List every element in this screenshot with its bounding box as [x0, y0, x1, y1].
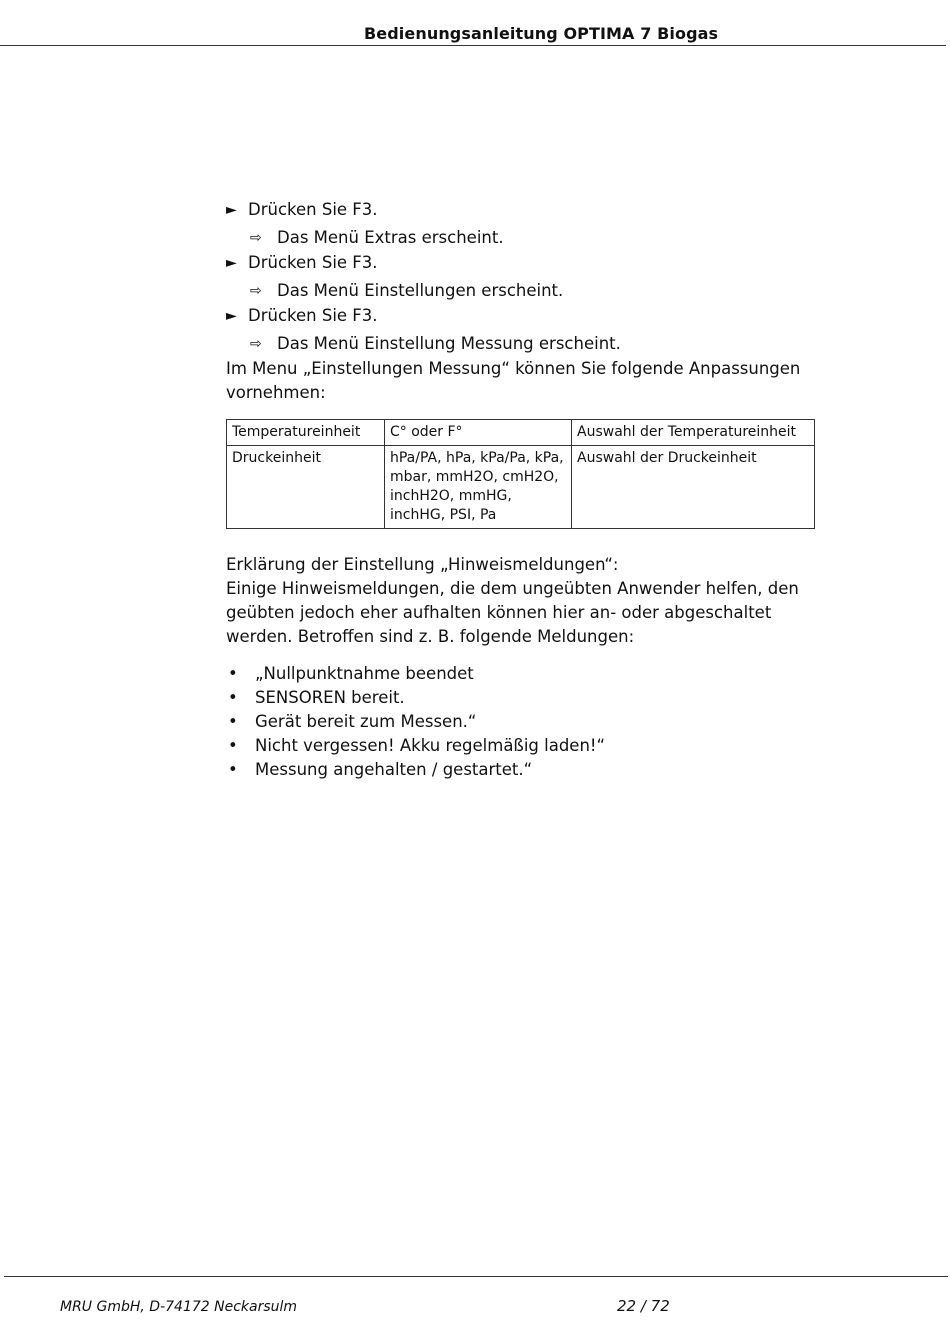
bullet-icon: • [228, 688, 238, 707]
step-action-text: Drücken Sie F3. [248, 253, 378, 272]
explanation-body: Einige Hinweismeldungen, die dem ungeübten Anwender helfen, den geübten jedoch eher aufhalten können hier an- oder abgeschaltet werden. Betroffen sind z. B. folgende Meldungen: [226, 579, 799, 646]
table-cell: Auswahl der Druckeinheit [572, 446, 815, 529]
list-item-text: Messung angehalten / gestartet.“ [255, 760, 533, 779]
list-item [226, 758, 826, 782]
header-divider [0, 45, 946, 46]
bullet-icon: • [228, 736, 238, 755]
page-number: 22 / 72 [617, 1297, 670, 1315]
bullet-icon: • [228, 760, 238, 779]
list-item [226, 686, 826, 710]
arrow-right-icon: ⇨ [250, 283, 262, 299]
page-header-title: Bedienungsanleitung OPTIMA 7 Biogas [364, 24, 719, 43]
step-action-text: Drücken Sie F3. [248, 200, 378, 219]
list-item [226, 734, 826, 758]
table-cell: hPa/PA, hPa, kPa/Pa, kPa, mbar, mmH2O, cmH2O, inchH2O, mmHG, inchHG, PSI, Pa [385, 446, 572, 529]
step-action [226, 198, 846, 223]
message-list [226, 662, 826, 782]
list-item-text: Gerät bereit zum Messen.“ [255, 712, 477, 731]
footer-company: MRU GmbH, D-74172 Neckarsulm [60, 1299, 298, 1315]
step-action-text: Drücken Sie F3. [248, 306, 378, 325]
list-item-text: „Nullpunktnahme beendet [255, 664, 474, 683]
table-cell: C° oder F° [385, 420, 572, 446]
table-row [227, 420, 815, 446]
explanation-heading: Erklärung der Einstellung „Hinweismeldungen“: [226, 555, 619, 574]
step-action [226, 251, 846, 276]
step-result [226, 332, 846, 357]
table-cell: Druckeinheit [227, 446, 385, 529]
step-action [226, 304, 846, 329]
bullet-icon: • [228, 664, 238, 683]
explanation-block [226, 553, 838, 649]
table-cell: Temperatureinheit [227, 420, 385, 446]
settings-table [226, 419, 815, 529]
intro-paragraph: Im Menu „Einstellungen Messung“ können Sie folgende Anpassungen vornehmen: [226, 359, 801, 402]
step-result-text: Das Menü Extras erscheint. [277, 228, 504, 247]
list-item [226, 662, 826, 686]
footer-divider [4, 1276, 948, 1277]
table-cell: Auswahl der Temperatureinheit [572, 420, 815, 446]
play-triangle-icon: ► [226, 308, 237, 324]
bullet-icon: • [228, 712, 238, 731]
step-result-text: Das Menü Einstellungen erscheint. [277, 281, 564, 300]
step-result [226, 279, 846, 304]
table-row [227, 446, 815, 529]
step-result [226, 226, 846, 251]
step-result-text: Das Menü Einstellung Messung erscheint. [277, 334, 621, 353]
list-item-text: Nicht vergessen! Akku regelmäßig laden!“ [255, 736, 606, 755]
arrow-right-icon: ⇨ [250, 230, 262, 246]
list-item-text: SENSOREN bereit. [255, 688, 405, 707]
play-triangle-icon: ► [226, 202, 237, 218]
instruction-steps [226, 198, 846, 405]
arrow-right-icon: ⇨ [250, 336, 262, 352]
list-item [226, 710, 826, 734]
play-triangle-icon: ► [226, 255, 237, 271]
